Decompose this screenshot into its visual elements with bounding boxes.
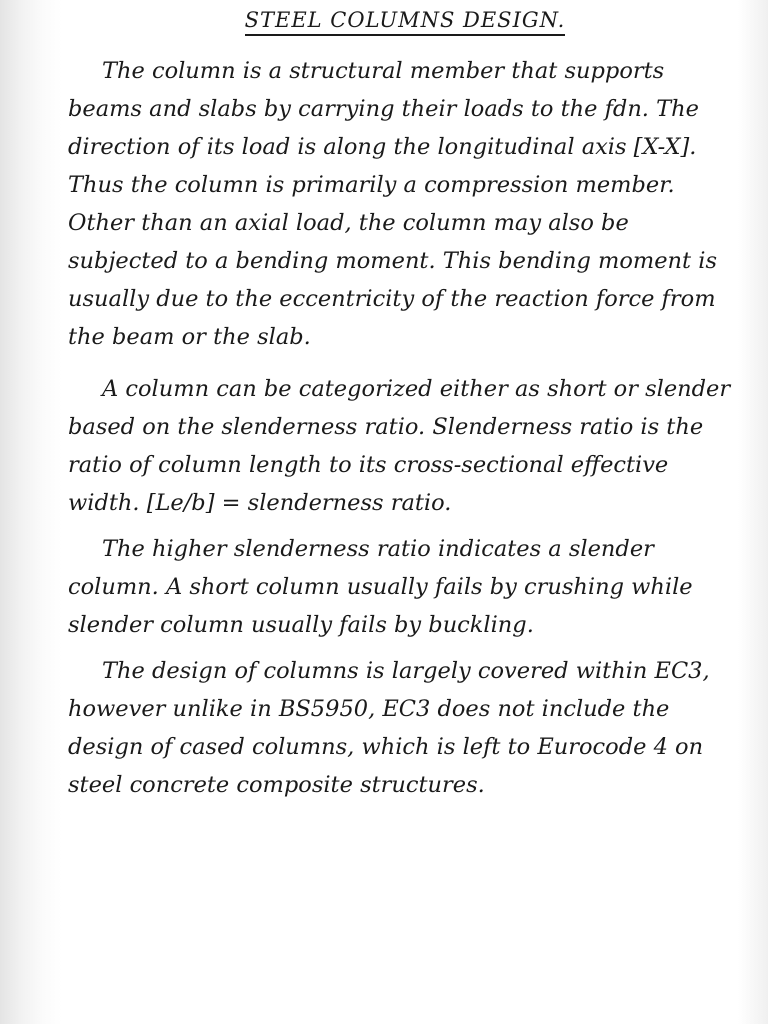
- paragraph-intro: The column is a structural member that supports beams and slabs by carrying their loads to the fdn. The direction of its load is along the longitudinal axis [X-X]. Thus the column is primarily a compression member. Other than an axial load, the column may also be subjected to a bending moment. This bending moment is usually due to the eccentricity of the reaction force from the beam or the slab.: [68, 58, 717, 350]
- paragraph-failure-modes: The higher slenderness ratio indicates a slender column. A short column usually fails by crushing while slender column usually fails by buckling.: [68, 536, 693, 638]
- page-title: [60, 8, 750, 32]
- handwritten-sheet: [60, 0, 750, 1024]
- paragraph-eurocode: The design of columns is largely covered within EC3, however unlike in BS5950, EC3 does not include the design of cased columns, which is left to Eurocode 4 on steel concrete composite structures.: [68, 658, 710, 798]
- paragraph-classification: A column can be categorized either as short or slender based on the slenderness ratio. Slenderness ratio is the ratio of column length to its cross-sectional effective width. [Le/b] = slenderness ratio.: [68, 376, 731, 516]
- body-text: [68, 52, 740, 812]
- page-edge-shadow: [0, 0, 62, 1024]
- page-title-text: STEEL COLUMNS DESIGN.: [245, 8, 566, 36]
